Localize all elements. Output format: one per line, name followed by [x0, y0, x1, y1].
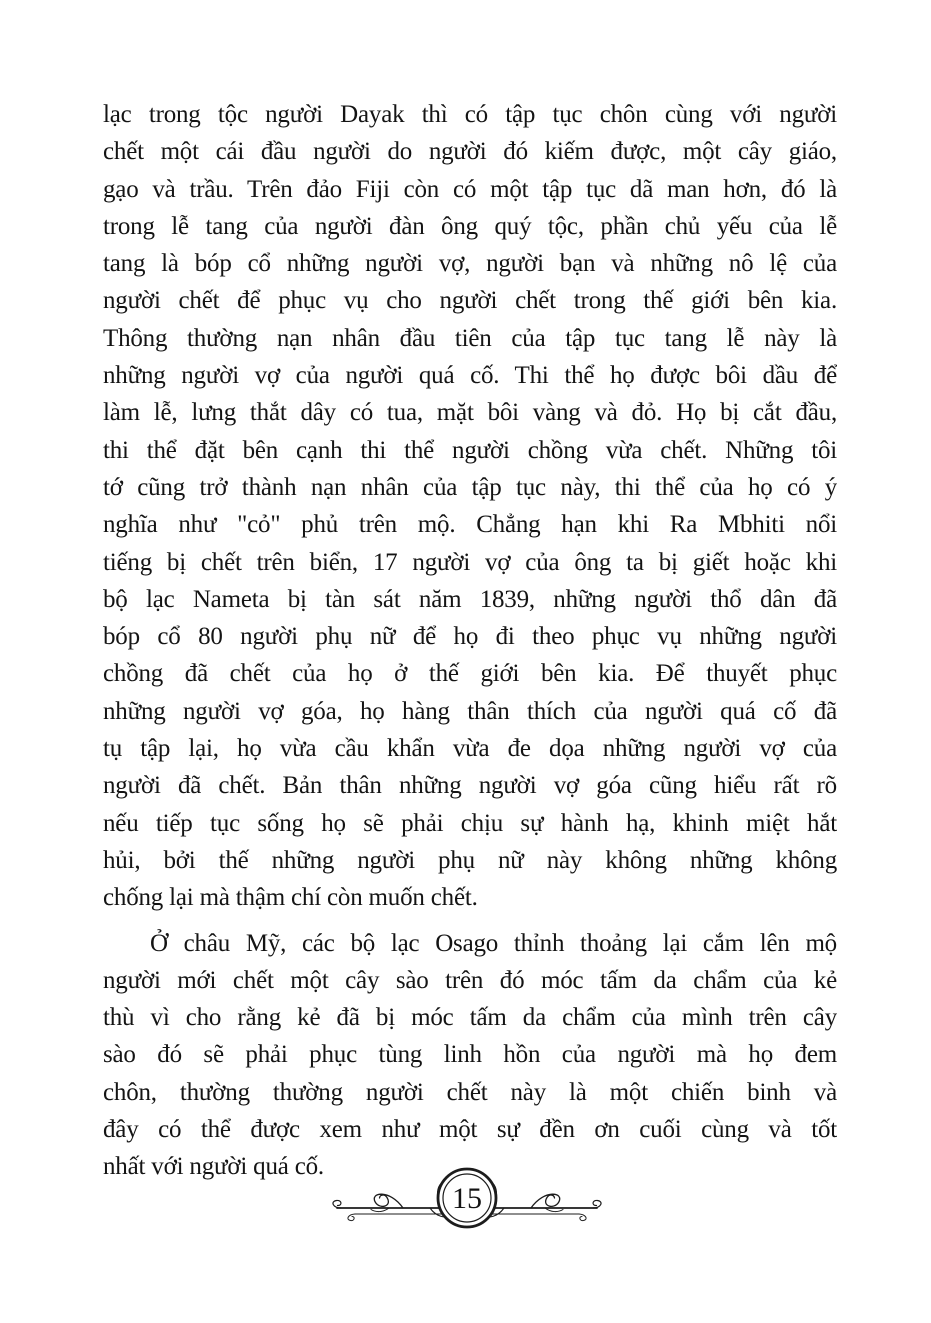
text-line: tớ cũng trở thành nạn nhân của tập tục này, thi thể của họ có ý	[103, 473, 837, 501]
text-line: tiếng bị chết trên biển, 17 người vợ của ông ta bị giết hoặc khi	[103, 548, 837, 576]
text-line: nghĩa như "cỏ" phủ trên mộ. Chẳng hạn khi Ra Mbhiti nổi	[103, 511, 837, 539]
text-line: hủi, bởi thế những người phụ nữ này không những không	[103, 846, 837, 874]
text-line: chết một cái đầu người do người đó kiếm được, một cây giáo,	[103, 138, 837, 166]
paragraph	[103, 925, 837, 1186]
text-line: những người vợ của người quá cố. Thi thể họ được bôi dầu để	[103, 362, 837, 390]
text-line: làm lễ, lưng thắt dây có tua, mặt bôi vàng và đỏ. Họ bị cắt đầu,	[103, 399, 837, 427]
text-line: Thông thường nạn nhân đầu tiên của tập tục tang lễ này là	[103, 324, 837, 352]
text-line: bóp cổ 80 người phụ nữ để họ đi theo phục vụ những người	[103, 623, 837, 651]
text-line: trong lễ tang của người đàn ông quý tộc, phần chủ yếu của lễ	[103, 212, 837, 240]
text-line: tụ tập lại, họ vừa cầu khẩn vừa đe dọa những người vợ của	[103, 735, 837, 763]
text-line: bộ lạc Nameta bị tàn sát năm 1839, những người thổ dân đã	[103, 585, 837, 613]
text-line: chống lại mà thậm chí còn muốn chết.	[103, 884, 478, 912]
text-line: sào đó sẽ phải phục tùng linh hồn của người mà họ đem	[103, 1041, 837, 1069]
page-footer-ornament	[329, 1164, 605, 1236]
text-line: những người vợ góa, họ hàng thân thích của người quá cố đã	[103, 697, 837, 725]
text-line: gạo và trầu. Trên đảo Fiji còn có một tập tục dã man hơn, đó là	[103, 175, 837, 203]
text-line: chôn, thường thường người chết này là một chiến binh và	[103, 1078, 837, 1106]
footer-flourish-graphic	[329, 1164, 605, 1236]
text-line: nhất với người quá cố.	[103, 1153, 324, 1181]
text-line: đây có thể được xem như một sự đền ơn cuối cùng và tốt	[103, 1116, 837, 1144]
text-line: người chết để phục vụ cho người chết trong thế giới bên kia.	[103, 287, 837, 315]
page-number: 15	[452, 1182, 482, 1215]
text-line: người đã chết. Bản thân những người vợ góa cũng hiểu rất rõ	[103, 772, 837, 800]
paragraph	[103, 96, 837, 917]
text-line: nếu tiếp tục sống họ sẽ phải chịu sự hành hạ, khinh miệt hắt	[103, 809, 837, 837]
text-line: tang là bóp cổ những người vợ, người bạn và những nô lệ của	[103, 250, 837, 278]
text-line: Ở châu Mỹ, các bộ lạc Osago thỉnh thoảng lại cắm lên mộ	[150, 929, 837, 957]
text-line: người mới chết một cây sào trên đó móc tấm da chẩm của kẻ	[103, 966, 837, 994]
text-line: thi thể đặt bên cạnh thi thể người chồng vừa chết. Những tôi	[103, 436, 837, 464]
page-text-block	[103, 96, 837, 1186]
text-line: thù vì cho rằng kẻ đã bị móc tấm da chẩm của mình trên cây	[103, 1004, 837, 1032]
text-line: lạc trong tộc người Dayak thì có tập tục chôn cùng với người	[103, 101, 837, 128]
text-line: chồng đã chết của họ ở thế giới bên kia. Để thuyết phục	[103, 660, 837, 688]
